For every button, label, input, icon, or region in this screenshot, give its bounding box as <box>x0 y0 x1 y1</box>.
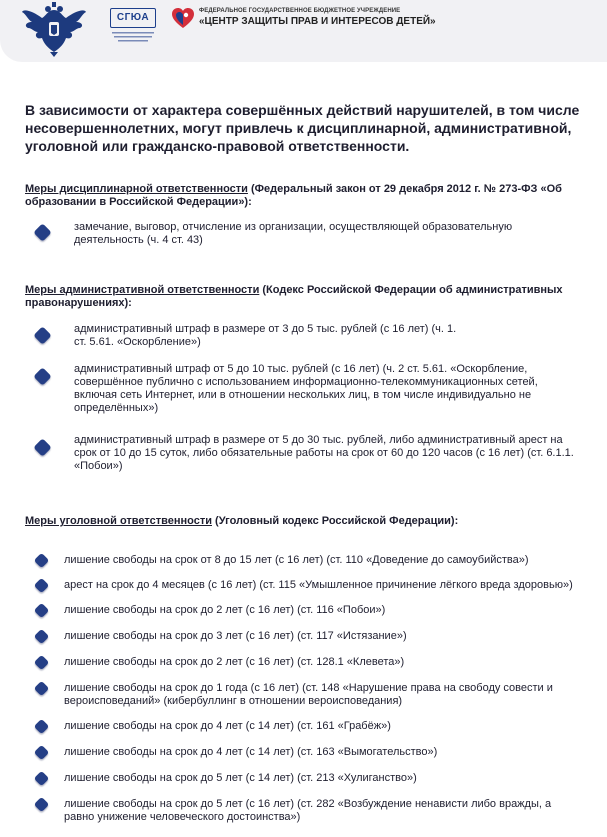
diamond-bullet-icon <box>34 771 50 787</box>
diamond-bullet-icon <box>33 223 51 241</box>
center-name: «ЦЕНТР ЗАЩИТЫ ПРАВ И ИНТЕРЕСОВ ДЕТЕЙ» <box>199 16 436 27</box>
section-title-administrative <box>25 284 595 310</box>
list-item: лишение свободы на срок до 4 лет (с 14 лет) (ст. 161 «Грабёж») <box>64 720 391 732</box>
header <box>0 0 607 62</box>
list-item: замечание, выговор, отчисление из организации, осуществляющей образовательную деятельность (ч. 4 ст. 43) <box>74 221 513 246</box>
diamond-bullet-icon <box>34 719 50 735</box>
diamond-bullet-icon <box>34 655 50 671</box>
list-item: лишение свободы на срок до 3 лет (с 16 лет) (ст. 117 «Истязание») <box>64 630 407 642</box>
list-item: лишение свободы на срок от 8 до 15 лет (с 16 лет) (ст. 110 «Доведение до самоубийства») <box>64 554 529 566</box>
sgua-logo-text: СГЮА <box>110 8 156 28</box>
diamond-bullet-icon <box>33 326 51 344</box>
section-heading: Меры уголовной ответственности <box>25 515 212 527</box>
list-item: лишение свободы на срок до 2 лет (с 16 лет) (ст. 128.1 «Клевета») <box>64 656 405 668</box>
russian-eagle-emblem-icon <box>20 2 88 58</box>
diamond-bullet-icon <box>33 367 51 385</box>
list-item: лишение свободы на срок до 1 года (с 16 лет) (ст. 148 «Нарушение права на свободу совести и вероисповеданий» (кибербуллинг в отношении вероисповедания) <box>64 682 553 707</box>
section-source: (Федеральный закон от 29 декабря 2012 г. № 273-ФЗ «Об образовании в Российской Федерации»): <box>25 183 562 208</box>
intro-paragraph: В зависимости от характера совершённых действий нарушителей, в том числе несовершеннолетних, могут привлечь к дисциплинарной, административной, уголовной или гражданско-правовой ответственности. <box>25 102 580 154</box>
list-item: лишение свободы на срок до 4 лет (с 14 лет) (ст. 163 «Вымогательство») <box>64 746 438 758</box>
sgua-logo <box>110 4 156 44</box>
sgua-caption-lines-icon <box>110 31 156 43</box>
section-title-disciplinary <box>25 183 595 209</box>
list-item: административный штраф в размере от 5 до 30 тыс. рублей, либо административный арест на срок от 10 до 15 суток, либо обязательные работы на срок от 60 до 120 часов (с 16 лет) (ст. 6.1.1. «Побои») <box>74 434 574 472</box>
list-item: арест на срок до 4 месяцев (с 16 лет) (ст. 115 «Умышленное причинение лёгкого вреда здоровью») <box>64 579 573 591</box>
section-source: (Кодекс Российской Федерации об административных правонарушениях): <box>25 284 563 309</box>
list-item: лишение свободы на срок до 5 лет (с 14 лет) (ст. 213 «Хулиганство») <box>64 772 417 784</box>
diamond-bullet-icon <box>34 553 50 569</box>
child-protection-logo-icon <box>171 7 195 29</box>
list-item: административный штраф от 5 до 10 тыс. рублей (с 16 лет) (ч. 2 ст. 5.61. «Оскорбление, совершённое публично с использованием информационно-телекоммуникационных сетей, включая сеть Интернет, или в отношении нескольких лиц, в том числе индивидуально не определённых») <box>74 363 538 414</box>
list-item: административный штраф в размере от 3 до 5 тыс. рублей (с 16 лет) (ч. 1. ст. 5.61. «Оскорбление») <box>74 323 457 348</box>
diamond-bullet-icon <box>34 745 50 761</box>
diamond-bullet-icon <box>34 578 50 594</box>
diamond-bullet-icon <box>34 629 50 645</box>
diamond-bullet-icon <box>34 603 50 619</box>
section-heading: Меры административной ответственности <box>25 284 260 296</box>
diamond-bullet-icon <box>34 797 50 813</box>
list-item: лишение свободы на срок до 2 лет (с 16 лет) (ст. 116 «Побои») <box>64 604 386 616</box>
section-title-criminal <box>25 515 595 528</box>
diamond-bullet-icon <box>33 438 51 456</box>
section-heading: Меры дисциплинарной ответственности <box>25 183 248 195</box>
section-source: (Уголовный кодекс Российской Федерации): <box>212 515 459 527</box>
diamond-bullet-icon <box>34 681 50 697</box>
list-item: лишение свободы на срок до 5 лет (с 16 лет) (ст. 282 «Возбуждение ненависти либо вражды, а равно унижение человеческого достоинства») <box>64 798 552 823</box>
center-name-small: ФЕДЕРАЛЬНОЕ ГОСУДАРСТВЕННОЕ БЮДЖЕТНОЕ УЧРЕЖДЕНИЕ <box>199 8 401 14</box>
